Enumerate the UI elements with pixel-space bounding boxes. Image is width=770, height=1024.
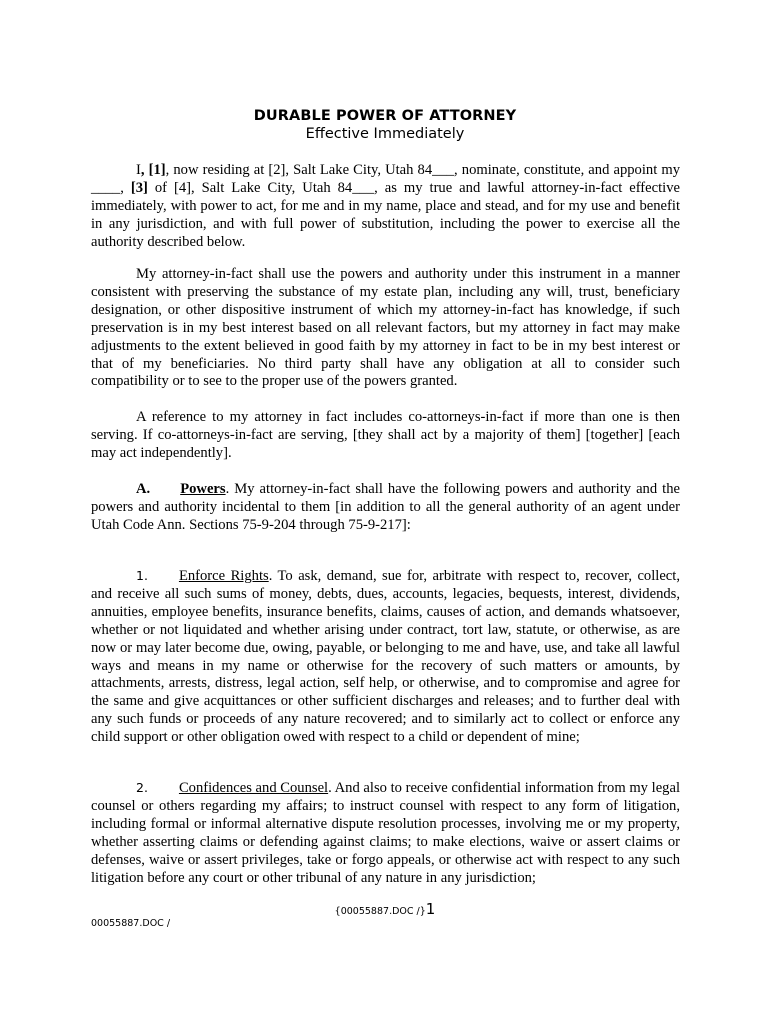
item-number: 1.: [136, 568, 148, 583]
section-a-text: . My attorney-in-fact shall have the following powers and authority and the powers and authority incidental to them [in addition to all the general authority of an agent under Utah Code Ann. Sections 75-9-204 through 75-9-217]:: [91, 481, 680, 533]
intro-text-b: of [4], Salt Lake City, Utah 84___, as my true and lawful attorney-in-fact effective immediately, with power to act, for me and in my name, place and stead, and for my use and benefit in any jurisdiction, and with full power of substitution, including the power to exercise all the authority described below.: [91, 179, 681, 250]
footer-file-name: 00055887.DOC /: [91, 918, 171, 929]
intro-text-a: , now residing at [2], Salt Lake City, Utah 84___, nominate, constitute, and appoint my ____,: [91, 162, 680, 196]
estate-plan-paragraph: My attorney-in-fact shall use the powers and authority under this instrument in a manner consistent with preserving the substance of my estate plan, including any will, trust, beneficiary designation, or other dispositive instrument of which my attorney-in-fact has knowledge, if such preservation is in my best interest based on all relevant factors, but my attorney in fact may make adjustments to the extent believed in good faith by my attorney in fact to be in my best interest or that of my beneficiaries. No third party shall have any obligation at all to consider such compatibility or to see to the proper use of the powers granted.: [91, 266, 680, 390]
item-number: 2.: [136, 780, 148, 795]
intro-pronoun: I: [136, 162, 141, 178]
item-enforce-rights: [91, 567, 680, 747]
document-title: DURABLE POWER OF ATTORNEY: [253, 108, 517, 124]
footer-doc-ref: {00055887.DOC /}: [334, 906, 426, 917]
section-a-heading: Powers: [180, 481, 226, 497]
item-heading: Confidences and Counsel: [178, 780, 329, 796]
co-attorneys-paragraph: A reference to my attorney in fact includes co-attorneys-in-fact if more than one is then serving. If co-attorneys-in-fact are serving, [they shall act by a majority of them] [together] [each may act independently].: [91, 409, 680, 461]
item-heading: Enforce Rights: [178, 568, 269, 584]
intro-paragraph: [91, 162, 680, 252]
attorney-name-placeholder: [3]: [130, 179, 148, 196]
item-text: . And also to receive confidential information from my legal counsel or others regarding my affairs; to instruct counsel with respect to any form of litigation, including formal or informal alternative dispute resolution processes, involving me or my property, whether asserting claims or defending against claims; to make elections, waive or assert claims or defenses, waive or assert privileges, take or forgo appeals, or otherwise act with respect to any such litigation before any court or other tribunal of any nature in any jurisdiction;: [91, 780, 680, 886]
page-footer: [0, 900, 770, 918]
item-confidences-counsel: [91, 779, 680, 887]
document-subtitle: Effective Immediately: [305, 126, 465, 142]
section-a-paragraph: [91, 481, 680, 535]
principal-name-placeholder: , [1]: [140, 162, 166, 178]
page-number: 1: [425, 900, 436, 918]
section-a-letter: A.: [136, 481, 151, 497]
item-text: . To ask, demand, sue for, arbitrate with respect to, recover, collect, and receive all such sums of money, debts, dues, accounts, legacies, bequests, interest, dividends, annuities, employee benefits, insurance benefits, claims, causes of action, and demands whatsoever, whether or not liquidated and whether arising under contract, tort law, statute, or otherwise, as are now or may later become due, owing, payable, or belonging to me and have, use, and take all lawful ways and means in my name or otherwise for the recovery of such matters or amounts, by attachments, arrests, distress, legal action, self help, or otherwise, and to compromise and agree for the same and give acquittances or other sufficient discharges and releases; and to further deal with any such funds or proceeds of any nature recovered; and to similarly act to collect or enforce any child support or other obligation owed with respect to a child or dependent of mine;: [91, 568, 680, 746]
